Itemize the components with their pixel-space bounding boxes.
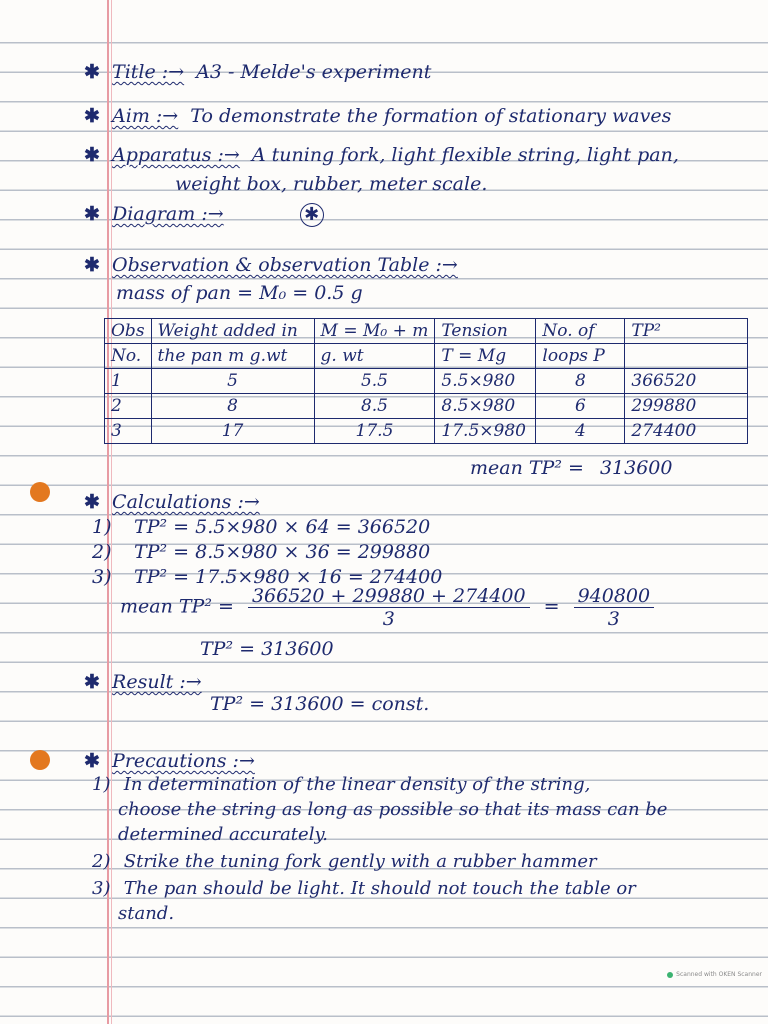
precaution-number: 2) <box>92 851 111 872</box>
calc-step-text: TP² = 8.5×980 × 36 = 299880 <box>134 541 431 563</box>
calc-total-denominator: 3 <box>607 608 620 630</box>
table-cell: 5.5×980 <box>435 369 536 394</box>
calc-step-text: TP² = 17.5×980 × 16 = 274400 <box>134 566 443 588</box>
table-header-cell: Weight added in <box>151 319 314 344</box>
table-mean-line <box>470 456 672 480</box>
precaution-2-line1 <box>92 850 597 874</box>
table-row <box>105 369 748 394</box>
diagram-line <box>84 202 324 227</box>
table-header-cell: T = Mg <box>435 344 536 369</box>
table-row <box>105 394 748 419</box>
table-cell: 8.5 <box>314 394 435 419</box>
scanner-logo-icon <box>667 972 673 978</box>
table-cell: 17.5×980 <box>435 419 536 444</box>
table-header-cell: No. of <box>536 319 625 344</box>
table-cell: 3 <box>105 419 152 444</box>
table-header-cell: M = M₀ + m <box>314 319 435 344</box>
apparatus-line <box>84 143 679 167</box>
table-cell: 17 <box>151 419 314 444</box>
table-cell: 5 <box>151 369 314 394</box>
calc-mean-line <box>120 585 662 630</box>
calc-step-2 <box>92 540 430 564</box>
precaution-1-line3: determined accurately. <box>118 824 328 845</box>
title-line <box>84 60 431 84</box>
bullet-star-icon: ✱ <box>84 750 100 772</box>
table-header-cell: g. wt <box>314 344 435 369</box>
table-cell: 5.5 <box>314 369 435 394</box>
scanner-watermark <box>667 971 762 978</box>
precaution-1-line2: choose the string as long as possible so that its mass can be <box>118 799 668 820</box>
table-cell: 299880 <box>625 394 748 419</box>
bullet-star-icon: ✱ <box>84 254 100 276</box>
precaution-text: Strike the tuning fork gently with a rubber hammer <box>123 851 597 872</box>
calculations-label: Calculations :→ <box>112 491 260 513</box>
title-value: A3 - Melde's experiment <box>196 61 432 83</box>
table-cell: 1 <box>105 369 152 394</box>
bullet-star-icon: ✱ <box>84 491 100 513</box>
precautions-line <box>84 749 255 773</box>
result-value: TP² = 313600 = const. <box>210 693 430 715</box>
calc-step-number: 3) <box>92 566 112 588</box>
table-cell: 17.5 <box>314 419 435 444</box>
table-header-row <box>105 319 748 344</box>
table-cell: 2 <box>105 394 152 419</box>
table-cell: 6 <box>536 394 625 419</box>
apparatus-line2: weight box, rubber, meter scale. <box>175 173 488 195</box>
table-mean-label: mean TP² = <box>470 457 584 479</box>
bullet-star-icon: ✱ <box>84 61 100 83</box>
precaution-text: The pan should be light. It should not touch the table or <box>123 878 636 899</box>
precaution-3-line1 <box>92 877 636 901</box>
calc-total-numerator: 940800 <box>574 585 655 608</box>
table-cell: 8 <box>536 369 625 394</box>
table-header-row <box>105 344 748 369</box>
calc-step-text: TP² = 5.5×980 × 64 = 366520 <box>134 516 431 538</box>
table-header-cell: loops P <box>536 344 625 369</box>
table-mean-value: 313600 <box>599 457 673 479</box>
watermark-text: Scanned with OKEN Scanner <box>676 971 762 978</box>
diagram-star-icon: ✱ <box>300 203 324 227</box>
bullet-star-icon: ✱ <box>84 144 100 166</box>
observation-label: Observation & observation Table :→ <box>112 254 458 276</box>
observation-line <box>84 253 458 277</box>
calc-step-1 <box>92 515 430 539</box>
aim-line <box>84 104 671 128</box>
precaution-1-line1 <box>92 773 590 797</box>
calc-mean-label: mean TP² = <box>120 595 234 618</box>
mass-of-pan: mass of pan = M₀ = 0.5 g <box>116 282 363 304</box>
bullet-star-icon: ✱ <box>84 671 100 693</box>
table-header-cell: No. <box>105 344 152 369</box>
table-header-cell <box>625 344 748 369</box>
precaution-number: 3) <box>92 878 111 899</box>
calc-mean-denominator: 3 <box>382 608 395 630</box>
table-cell: 4 <box>536 419 625 444</box>
table-cell: 274400 <box>625 419 748 444</box>
apparatus-label: Apparatus :→ <box>112 144 240 166</box>
precaution-3-line2: stand. <box>118 903 175 924</box>
table-cell: 8.5×980 <box>435 394 536 419</box>
calc-mean-fraction <box>248 585 530 630</box>
bullet-star-icon: ✱ <box>84 105 100 127</box>
calculations-line <box>84 490 260 514</box>
aim-label: Aim :→ <box>112 105 179 127</box>
calc-step-number: 1) <box>92 516 112 538</box>
precaution-text: In determination of the linear density of the string, <box>123 774 591 795</box>
table-cell: 366520 <box>625 369 748 394</box>
bullet-star-icon: ✱ <box>84 203 100 225</box>
table-header-cell: the pan m g.wt <box>151 344 314 369</box>
precaution-number: 1) <box>92 774 111 795</box>
calc-total-fraction <box>574 585 655 630</box>
aim-value: To demonstrate the formation of stationary waves <box>190 105 672 127</box>
observation-table <box>104 318 748 444</box>
table-header-cell: Tension <box>435 319 536 344</box>
binder-hole-bottom <box>30 750 50 770</box>
diagram-label: Diagram :→ <box>112 203 224 225</box>
binder-hole-top <box>30 482 50 502</box>
calc-equals: = <box>543 595 560 618</box>
apparatus-line1: A tuning fork, light flexible string, light pan, <box>251 144 679 166</box>
calc-final: TP² = 313600 <box>200 638 334 660</box>
calc-mean-numerator: 366520 + 299880 + 274400 <box>248 585 530 608</box>
title-label: Title :→ <box>112 61 185 83</box>
table-row <box>105 419 748 444</box>
table-header-cell: TP² <box>625 319 748 344</box>
table-cell: 8 <box>151 394 314 419</box>
precautions-label: Precautions :→ <box>112 750 255 772</box>
table-header-cell: Obs <box>105 319 152 344</box>
result-line <box>84 670 202 694</box>
result-label: Result :→ <box>112 671 202 693</box>
calc-step-number: 2) <box>92 541 112 563</box>
